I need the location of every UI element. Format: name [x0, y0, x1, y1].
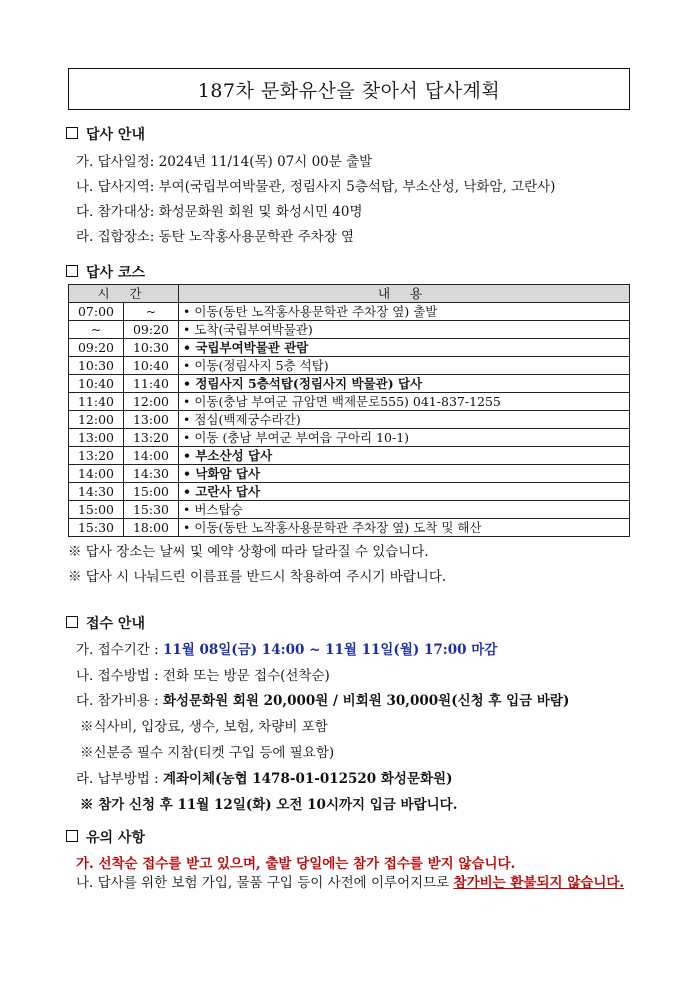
- course-start-time: 13:20: [69, 447, 124, 465]
- course-content: • 이동(동탄 노작홍사용문학관 주차장 옆) 도착 및 해산: [179, 519, 630, 537]
- course-row: [69, 375, 630, 393]
- guide-schedule: 가. 답사일정: 2024년 11/14(목) 07시 00분 출발: [76, 154, 373, 170]
- section-heading-guide: 답사 안내: [66, 124, 145, 144]
- course-row: [69, 429, 630, 447]
- reception-fee-note-id: ※신분증 필수 지참(티켓 구입 등에 필요함): [80, 745, 335, 761]
- course-content: • 버스탑승: [179, 501, 630, 519]
- reception-payment-label: 라. 납부방법 :: [76, 771, 159, 787]
- course-note-nametag: ※ 답사 시 나눠드린 이름표를 반드시 착용하여 주시기 바랍니다.: [68, 569, 447, 585]
- course-start-time: 15:00: [69, 501, 124, 519]
- course-start-time: 15:30: [69, 519, 124, 537]
- course-content: • 이동(정림사지 5층 석탑): [179, 357, 630, 375]
- course-content: • 이동(동탄 노작홍사용문학관 주차장 옆) 출발: [179, 303, 630, 321]
- course-start-time: 09:20: [69, 339, 124, 357]
- course-content: • 점심(백제궁수라간): [179, 411, 630, 429]
- course-end-time: 09:20: [124, 321, 179, 339]
- section-heading-reception: 접수 안내: [66, 613, 145, 633]
- course-row: [69, 465, 630, 483]
- guide-target: 다. 참가대상: 화성문화원 회원 및 화성시민 40명: [76, 204, 363, 220]
- course-row: [69, 393, 630, 411]
- caution-refund-emphasis: 참가비는 환불되지 않습니다.: [453, 875, 625, 891]
- course-start-time: 14:30: [69, 483, 124, 501]
- course-row: [69, 411, 630, 429]
- reception-method: 나. 접수방법 : 전화 또는 방문 접수(선착순): [76, 668, 330, 684]
- course-end-time: 10:30: [124, 339, 179, 357]
- guide-meeting-place: 라. 집합장소: 동탄 노작홍사용문학관 주차장 옆: [76, 229, 355, 245]
- course-table: [68, 284, 630, 537]
- course-start-time: 12:00: [69, 411, 124, 429]
- course-end-time: 14:00: [124, 447, 179, 465]
- page-title: 187차 문화유산을 찾아서 답사계획: [68, 68, 630, 110]
- course-end-time: 15:30: [124, 501, 179, 519]
- course-end-time: 13:20: [124, 429, 179, 447]
- course-row: [69, 303, 630, 321]
- course-row: [69, 483, 630, 501]
- course-table-body: [69, 303, 630, 537]
- course-content: • 이동 (충남 부여군 부여읍 구아리 10-1): [179, 429, 630, 447]
- course-end-time: 18:00: [124, 519, 179, 537]
- course-table-header: [69, 285, 630, 303]
- course-row: [69, 357, 630, 375]
- course-col-content: 내 용: [179, 285, 630, 303]
- course-end-time: 11:40: [124, 375, 179, 393]
- course-note-weather: ※ 답사 장소는 날씨 및 예약 상황에 따라 달라질 수 있습니다.: [68, 544, 429, 560]
- course-row: [69, 519, 630, 537]
- reception-payment: [76, 767, 453, 787]
- course-end-time: ~: [124, 303, 179, 321]
- course-content: • 이동(충남 부여군 규암면 백제문로555) 041-837-1255: [179, 393, 630, 411]
- course-row: [69, 339, 630, 357]
- course-content: • 낙화암 답사: [179, 465, 630, 483]
- reception-payment-value: 계좌이체(농협 1478-01-012520 화성문화원): [162, 771, 453, 787]
- course-start-time: 14:00: [69, 465, 124, 483]
- course-start-time: 11:40: [69, 393, 124, 411]
- course-end-time: 10:40: [124, 357, 179, 375]
- course-end-time: 12:00: [124, 393, 179, 411]
- course-end-time: 13:00: [124, 411, 179, 429]
- reception-period-value: 11월 08일(금) 14:00 ~ 11월 11일(월) 17:00 마감: [162, 642, 498, 658]
- course-row: [69, 321, 630, 339]
- guide-region: 나. 답사지역: 부여(국립부여박물관, 정림사지 5층석탑, 부소산성, 낙화암, 고란사): [76, 179, 556, 195]
- course-end-time: 14:30: [124, 465, 179, 483]
- course-content: • 도착(국립부여박물관): [179, 321, 630, 339]
- caution-item-first-come: 가. 선착순 접수를 받고 있으며, 출발 당일에는 참가 접수를 받지 않습니다.: [76, 856, 516, 872]
- reception-fee: [76, 689, 569, 709]
- course-col-time: 시 간: [69, 285, 179, 303]
- course-content: • 부소산성 답사: [179, 447, 630, 465]
- reception-period-label: 가. 접수기간 :: [76, 642, 159, 658]
- course-start-time: 10:30: [69, 357, 124, 375]
- reception-payment-note: ※ 참가 신청 후 11월 12일(화) 오전 10시까지 입금 바랍니다.: [80, 797, 458, 813]
- caution-item-refund: [76, 871, 624, 891]
- course-content: • 정림사지 5층석탑(정림사지 박물관) 답사: [179, 375, 630, 393]
- course-start-time: 07:00: [69, 303, 124, 321]
- course-row: [69, 501, 630, 519]
- section-heading-caution: 유의 사항: [66, 827, 145, 847]
- course-row: [69, 447, 630, 465]
- reception-fee-label: 다. 참가비용 :: [76, 693, 159, 709]
- reception-fee-note-includes: ※식사비, 입장료, 생수, 보험, 차량비 포함: [80, 719, 328, 735]
- course-start-time: 13:00: [69, 429, 124, 447]
- course-content: • 국립부여박물관 관람: [179, 339, 630, 357]
- course-end-time: 15:00: [124, 483, 179, 501]
- caution-refund-prefix: 나. 답사를 위한 보험 가입, 물품 구입 등이 사전에 이루어지므로: [76, 875, 450, 891]
- course-content: • 고란사 답사: [179, 483, 630, 501]
- reception-fee-value: 화성문화원 회원 20,000원 / 비회원 30,000원(신청 후 입금 바람): [162, 693, 570, 709]
- course-start-time: ~: [69, 321, 124, 339]
- course-start-time: 10:40: [69, 375, 124, 393]
- section-heading-course: 답사 코스: [66, 262, 145, 282]
- reception-period: [76, 638, 497, 658]
